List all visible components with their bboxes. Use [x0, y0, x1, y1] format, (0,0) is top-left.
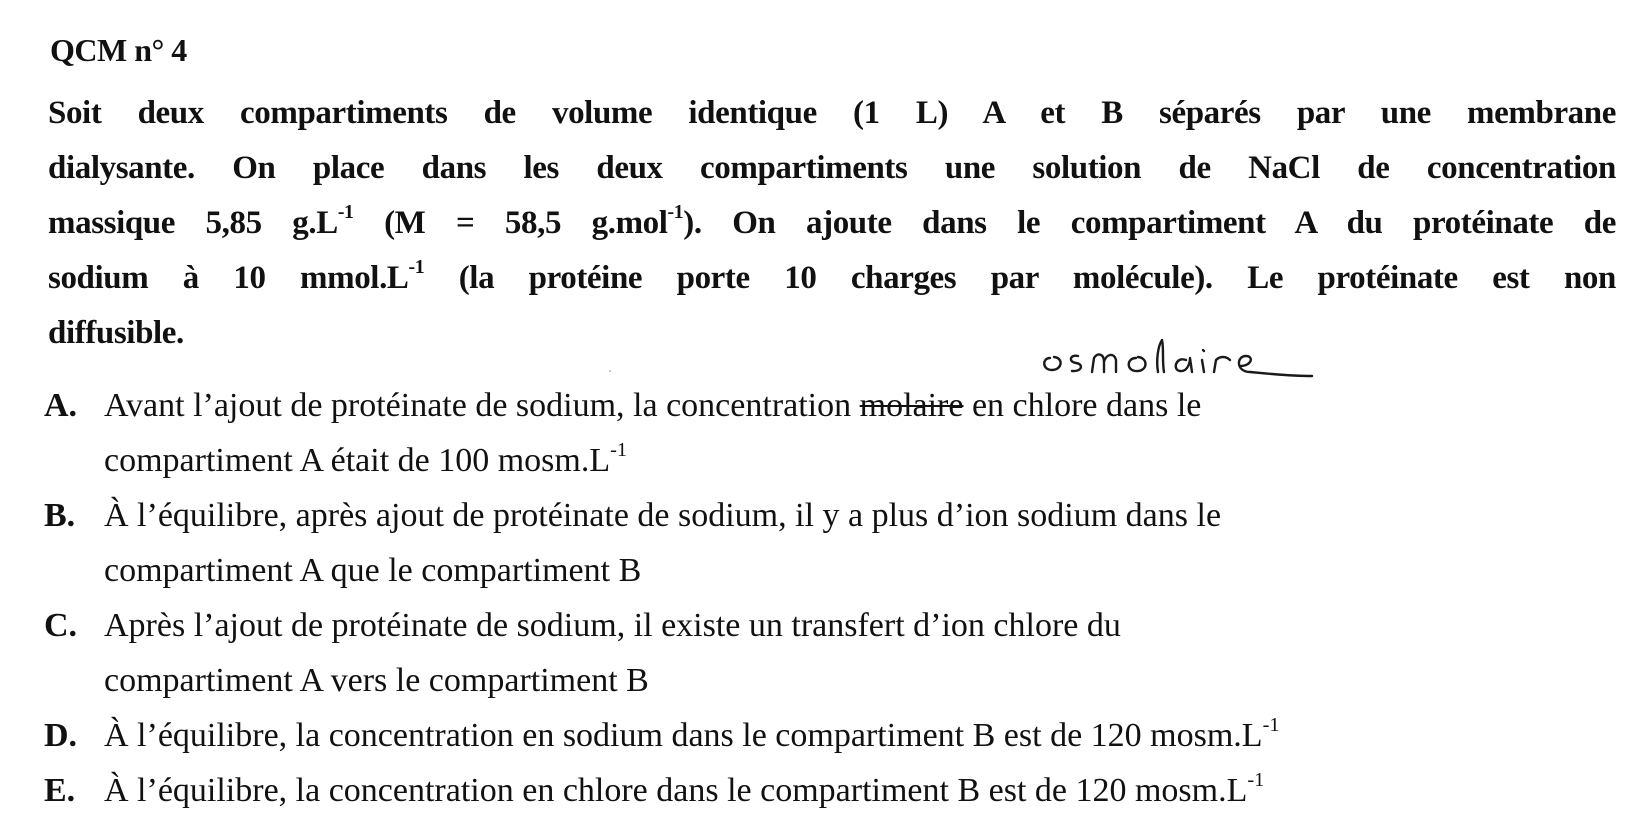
stem-line-4: [48, 251, 1616, 306]
option-a-text: [104, 378, 1624, 488]
option-d-letter: D.: [44, 717, 78, 754]
stem-line-5: diffusible.: [48, 315, 184, 351]
option-a-line-1: [104, 378, 1624, 433]
stem-line-2: dialysante. On place dans les deux compartiments une solution de NaCl de concentration: [48, 150, 1616, 186]
option-e-line-1: [104, 763, 1624, 818]
option-e-text: [104, 763, 1624, 818]
option-b-text: [104, 488, 1624, 598]
option-d-text: [104, 708, 1624, 763]
option-a-superscript: -1: [610, 438, 628, 461]
scan-dot: [609, 370, 611, 372]
option-a-line-2: [104, 433, 1624, 488]
stem-line-3-superscript-1: -1: [337, 201, 354, 224]
stem-line-3-part-3: ). On ajoute dans le compartiment A du protéinate de: [683, 205, 1617, 241]
option-a-letter: A.: [44, 387, 78, 424]
option-a-line-1-part-2: en chlore dans le: [963, 387, 1202, 424]
option-c-line-2: compartiment A vers le compartiment B: [104, 662, 649, 699]
option-c-text: [104, 598, 1624, 708]
option-b-line-1: À l’équilibre, après ajout de protéinate de sodium, il y a plus d’ion sodium dans le: [104, 497, 1222, 534]
option-e-line-1-part-1: À l’équilibre, la concentration en chlore dans le compartiment B est de 120 mosm.L: [104, 772, 1248, 809]
stem-line-4-part-2: (la protéine porte 10 charges par molécule). Le protéinate est non: [424, 260, 1616, 296]
stem-line-4-superscript: -1: [408, 256, 425, 279]
option-e-letter: E.: [44, 772, 76, 809]
struck-word-molaire: molaire: [859, 387, 964, 424]
option-a-line-1-part-1: Avant l’ajout de protéinate de sodium, la concentration: [104, 387, 860, 424]
option-d-line-1: [104, 708, 1624, 763]
option-b-line-2: compartiment A que le compartiment B: [104, 552, 642, 589]
stem-line-3: [48, 196, 1616, 251]
option-c-line-1: Après l’ajout de protéinate de sodium, il existe un transfert d’ion chlore du: [104, 607, 1121, 644]
question-title: QCM n° 4: [50, 32, 187, 68]
option-a-line-2-part-1: compartiment A était de 100 mosm.L: [104, 442, 611, 479]
option-c-letter: C.: [44, 607, 78, 644]
option-e-superscript: -1: [1247, 768, 1265, 791]
option-d-superscript: -1: [1262, 713, 1280, 736]
option-d-line-1-part-1: À l’équilibre, la concentration en sodium dans le compartiment B est de 120 mosm.L: [104, 717, 1263, 754]
stem-line-3-superscript-2: -1: [667, 201, 684, 224]
question-stem: [48, 86, 1616, 361]
option-b-letter: B.: [44, 497, 76, 534]
stem-line-3-part-1: massique 5,85 g.L: [48, 205, 338, 241]
stem-line-3-part-2: (M = 58,5 g.mol: [353, 205, 668, 241]
stem-line-4-part-1: sodium à 10 mmol.L: [48, 260, 409, 296]
stem-line-1: Soit deux compartiments de volume identique (1 L) A et B séparés par une membrane: [48, 95, 1616, 131]
